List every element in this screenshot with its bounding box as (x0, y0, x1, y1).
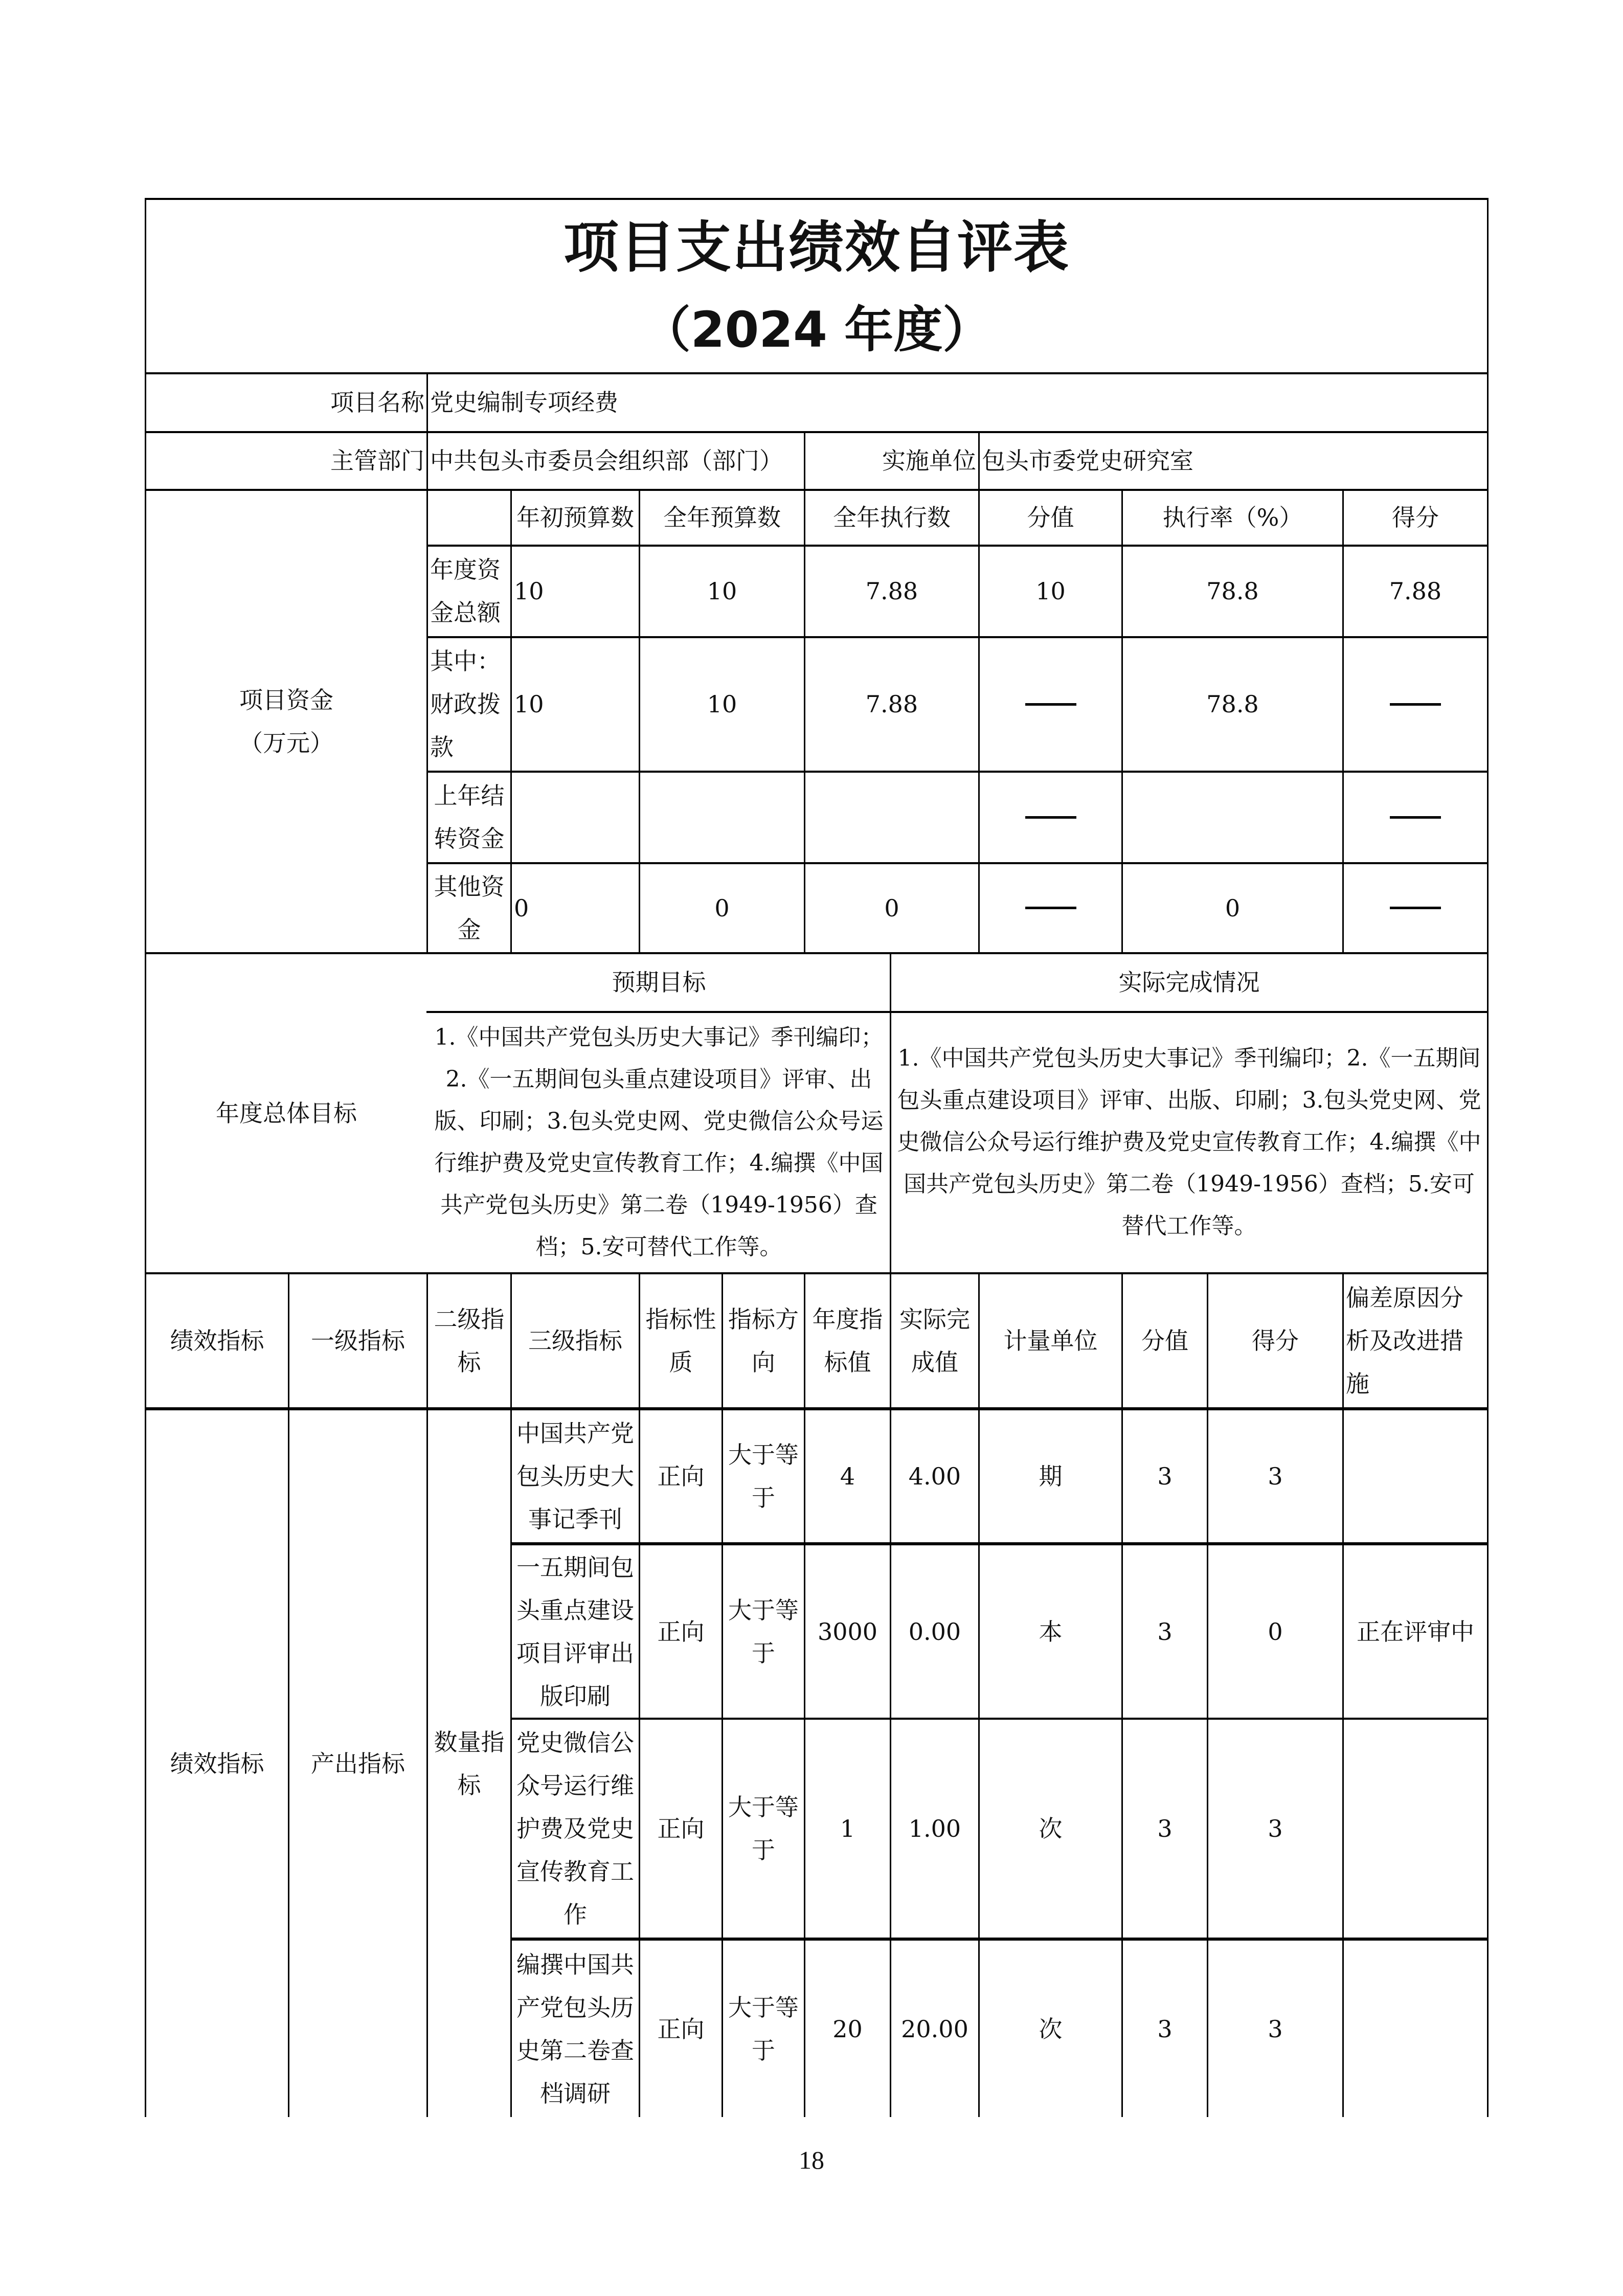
funds-score-dash (1344, 864, 1487, 952)
dash-mark (1025, 907, 1076, 909)
funds-score-dash (1344, 772, 1487, 862)
project-name-label: 项目名称 (330, 389, 424, 416)
department-value: 中共包头市委员会组织部（部门） (430, 447, 783, 475)
dash-mark (1390, 907, 1441, 909)
indicator-header: 指标方向 (728, 1305, 799, 1376)
funds-score-value-dash (980, 772, 1121, 862)
indicator-header: 二级指标 (434, 1305, 505, 1376)
funds-rate: 78.8 (1206, 690, 1259, 718)
indicator-header: 得分 (1252, 1326, 1299, 1355)
indicator-score: 3 (1268, 1814, 1283, 1842)
table-border-right (1487, 198, 1489, 2117)
table-border-top (145, 198, 1489, 200)
indicator-name: 编撰中国共产党包头历史第二卷查档调研 (516, 1950, 634, 2107)
indicator-score-value: 3 (1157, 1462, 1173, 1490)
funds-score: 7.88 (1389, 577, 1442, 605)
indicator-direction: 大于等于 (728, 1596, 799, 1667)
dash-mark (1390, 703, 1441, 706)
indicator-unit: 本 (1039, 1617, 1063, 1646)
indicator-score: 3 (1268, 2015, 1283, 2043)
actual-completion-text: 1.《中国共产党包头历史大事记》季刊编印；2.《一五期间包头重点建设项目》评审、出版、印刷；3.包头党史网、党史微信公众号运行维护费及党史宣传教育工作；4.编撰《中国共产党包头历史》第二卷（1949-1956）查档；5.安可替代工作等。 (897, 1045, 1481, 1239)
funds-header: 得分 (1392, 504, 1439, 531)
indicator-unit: 期 (1039, 1462, 1063, 1490)
funds-executed: 7.88 (865, 577, 918, 605)
level2-indicator: 数量指标 (434, 1728, 505, 1799)
indicator-header: 分值 (1141, 1326, 1188, 1355)
funds-rate: 0 (1225, 894, 1241, 922)
funds-header: 执行率（%） (1162, 504, 1303, 531)
indicator-score: 0 (1268, 1617, 1283, 1646)
funds-annual: 10 (707, 577, 737, 605)
funds-executed (805, 772, 978, 862)
indicator-header: 绩效指标 (170, 1326, 264, 1355)
indicator-actual: 0.00 (908, 1617, 961, 1646)
indicator-header: 年度指标值 (812, 1305, 883, 1376)
indicator-header: 偏差原因分析及改进措施 (1346, 1284, 1463, 1398)
implementing-unit-value: 包头市委党史研究室 (982, 447, 1193, 475)
funds-header: 分值 (1027, 504, 1074, 531)
funds-rate (1123, 772, 1342, 862)
indicator-group-label: 绩效指标 (170, 1750, 264, 1777)
indicator-header: 实际完成值 (899, 1305, 970, 1376)
indicator-nature: 正向 (657, 2015, 705, 2043)
page-number: 18 (799, 2146, 824, 2174)
funds-annual (640, 772, 804, 862)
page-subtitle: （2024 年度） (641, 301, 992, 358)
indicator-unit: 次 (1039, 2015, 1063, 2043)
funds-annual: 10 (707, 690, 737, 718)
project-name-value: 党史编制专项经费 (430, 389, 618, 416)
level1-indicator: 产出指标 (311, 1750, 405, 1777)
actual-completion-header: 实际完成情况 (1118, 969, 1260, 996)
funds-row-label: 年度资金总额 (430, 556, 501, 626)
indicator-score-value: 3 (1157, 1617, 1173, 1646)
funds-section-label (146, 490, 426, 952)
funds-rate: 78.8 (1206, 577, 1259, 605)
indicator-name: 党史微信公众号运行维护费及党史宣传教育工作 (516, 1728, 634, 1928)
funds-score-dash (1344, 638, 1487, 771)
funds-initial: 0 (514, 894, 529, 922)
indicator-name: 一五期间包头重点建设项目评审出版印刷 (516, 1553, 634, 1710)
dash-mark (1390, 816, 1441, 819)
indicator-header: 一级指标 (311, 1326, 405, 1355)
indicator-deviation (1344, 1410, 1487, 1542)
indicator-nature: 正向 (657, 1814, 705, 1842)
indicator-target: 1 (840, 1814, 855, 1842)
funds-executed: 0 (884, 894, 899, 922)
indicator-header: 三级指标 (528, 1326, 622, 1355)
indicator-nature: 正向 (657, 1617, 705, 1646)
indicator-score-value: 3 (1157, 1814, 1173, 1842)
funds-section-title: 项目资金 (239, 686, 333, 714)
dash-mark (1025, 703, 1076, 706)
funds-score-value: 10 (1035, 577, 1066, 605)
funds-initial: 10 (514, 690, 544, 718)
funds-header: 年初预算数 (516, 504, 634, 531)
funds-score-value-dash (980, 864, 1121, 952)
expected-goal-header: 预期目标 (612, 969, 706, 996)
implementing-unit-label: 实施单位 (882, 447, 976, 475)
funds-executed: 7.88 (865, 690, 918, 718)
indicator-score: 3 (1268, 1462, 1283, 1490)
indicator-deviation: 正在评审中 (1357, 1617, 1474, 1646)
indicator-header: 计量单位 (1003, 1326, 1098, 1355)
funds-header: 全年执行数 (833, 504, 951, 531)
goals-section-label: 年度总体目标 (216, 1099, 357, 1127)
expected-goal-text: 1.《中国共产党包头历史大事记》季刊编印；2.《一五期间包头重点建设项目》评审、出版、印刷；3.包头党史网、党史微信公众号运行维护费及党史宣传教育工作；4.编撰《中国共产党包头历史》第二卷（1949-1956）查档；5.安可替代工作等。 (434, 1024, 884, 1260)
indicator-name: 中国共产党包头历史大事记季刊 (516, 1420, 634, 1533)
indicator-header: 指标性质 (645, 1305, 716, 1376)
funds-header: 全年预算数 (663, 504, 781, 531)
page-title: 项目支出绩效自评表 (563, 216, 1070, 280)
indicator-direction: 大于等于 (728, 1993, 799, 2064)
indicator-nature: 正向 (657, 1462, 705, 1490)
indicator-actual: 4.00 (908, 1462, 961, 1490)
indicator-target: 4 (840, 1462, 855, 1490)
indicator-target: 3000 (817, 1617, 878, 1646)
funds-row-label: 其中：财政拨款 (430, 647, 501, 761)
indicator-actual: 1.00 (908, 1814, 961, 1842)
indicator-deviation (1344, 1941, 1487, 2117)
indicator-direction: 大于等于 (728, 1441, 799, 1512)
funds-row-label: 其他资金 (434, 872, 505, 943)
funds-annual: 0 (714, 894, 730, 922)
indicator-unit: 次 (1039, 1814, 1063, 1842)
department-label: 主管部门 (330, 447, 424, 475)
funds-initial (512, 772, 639, 862)
indicator-actual: 20.00 (901, 2015, 968, 2043)
funds-section-unit: （万元） (239, 729, 333, 757)
dash-mark (1025, 816, 1076, 819)
indicator-score-value: 3 (1157, 2015, 1173, 2043)
indicator-deviation (1344, 1719, 1487, 1938)
funds-initial: 10 (514, 577, 544, 605)
indicator-direction: 大于等于 (728, 1793, 799, 1864)
funds-row-label: 上年结转资金 (434, 782, 505, 852)
funds-score-value-dash (980, 638, 1121, 771)
indicator-target: 20 (832, 2015, 863, 2043)
